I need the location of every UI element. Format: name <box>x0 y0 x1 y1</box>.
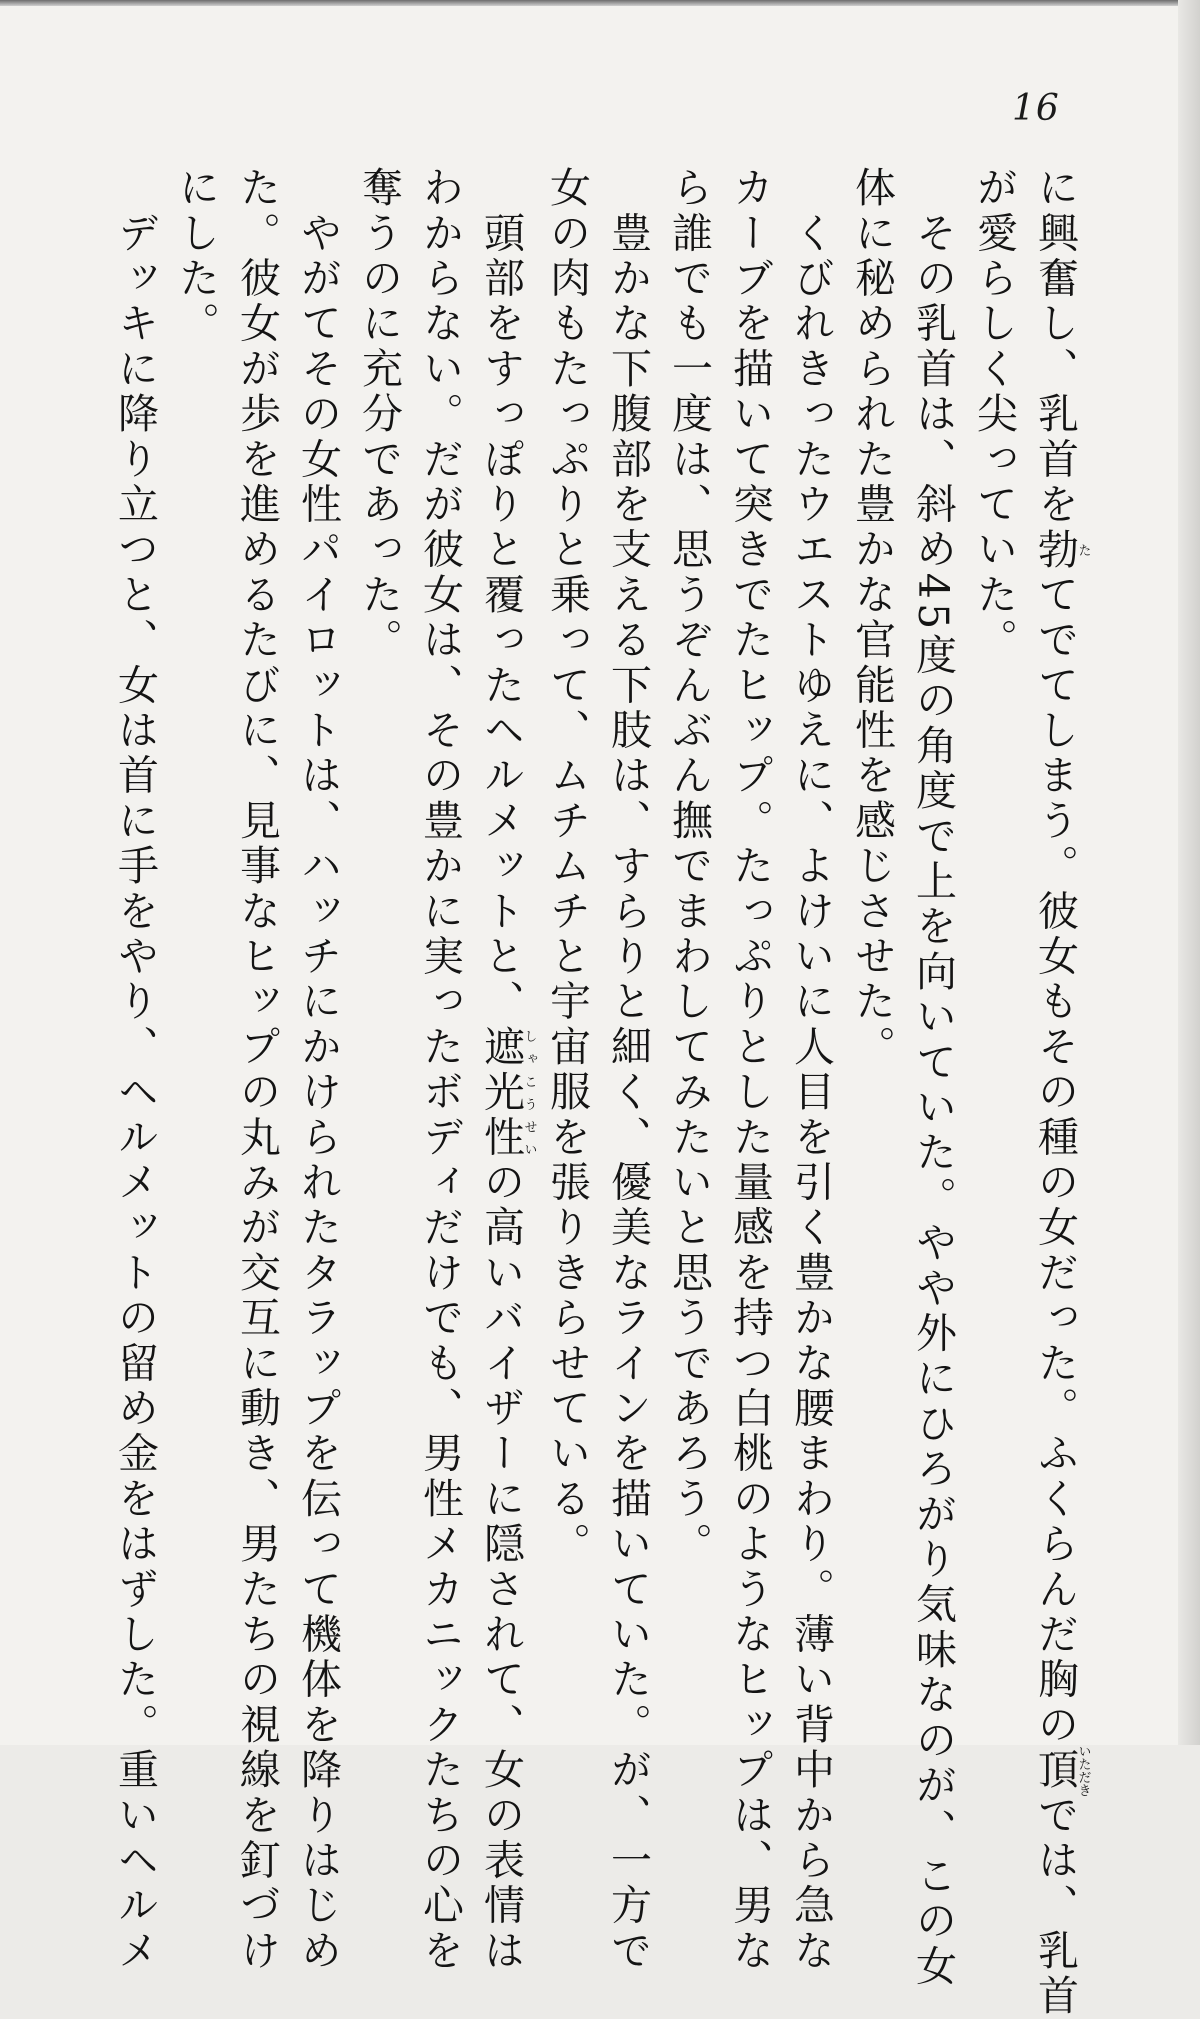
ruby-shakousei: 遮光性しゃこうせい <box>477 1024 537 1161</box>
text-line-5: くびれきったウエストゆえに、よけいに人目を引く豊かな腰まわり。薄い背中から急な <box>787 166 835 1974</box>
text-line-8: 豊かな下腹部を支える下肢は、すらりと細く、優美なラインを描いていた。が、一方で <box>604 166 652 1974</box>
text-line-10: 頭部をすっぽりと覆ったヘルメットと、遮光性しゃこうせいの高いバイザーに隠されて、女の表情は <box>477 166 537 1975</box>
ruby-itadaki: 頂いただき <box>1031 1744 1091 1797</box>
text-line-2: が愛らしく尖っていた。 <box>970 166 1018 664</box>
text-line-7: ら誰でも一度は、思うぞんぶん撫でまわしてみたいと思うであろう。 <box>665 166 713 1568</box>
vertical-body-text <box>111 166 1091 2019</box>
text-line-4: 体に秘められた豊かな官能性を感じさせた。 <box>848 166 896 1070</box>
page-right-edge-shadow <box>1178 0 1200 1745</box>
text-line-9: 女の肉もたっぷりと乗って、ムチムチと宇宙服を張りきらせている。 <box>543 166 591 1568</box>
text-line-6: カーブを描いて突きでたヒップ。たっぷりとした量感を持つ白桃のようなヒップは、男な <box>726 166 774 1974</box>
text-line-3: その乳首は、斜め45度の角度で上を向いていた。やや外にひろがり気味なのが、この女 <box>909 166 957 1990</box>
ruby-tate: 勃た <box>1031 527 1091 573</box>
text-line-12: 奪うのに充分であった。 <box>355 166 403 664</box>
text-line-15: にした。 <box>172 166 220 347</box>
page-top-edge-shadow <box>0 0 1200 6</box>
text-line-14: た。彼女が歩を進めるたびに、見事なヒップの丸みが交互に動き、男たちの視線を釘づけ <box>233 166 281 1974</box>
text-line-13: やがてその女性パイロットは、ハッチにかけられたタラップを伝って機体を降りはじめ <box>294 166 342 1974</box>
text-line-1: に興奮し、乳首を勃たてでてしまう。彼女もその種の女だった。ふくらんだ胸の頂いただきでは、乳首 <box>1031 166 1091 2019</box>
page-number: 16 <box>1012 88 1060 129</box>
text-line-11: わからない。だが彼女は、その豊かに実ったボディだけでも、男性メカニックたちの心を <box>416 166 464 1974</box>
text-line-16: デッキに降り立つと、女は首に手をやり、ヘルメットの留め金をはずした。重いヘルメ <box>111 166 159 1974</box>
